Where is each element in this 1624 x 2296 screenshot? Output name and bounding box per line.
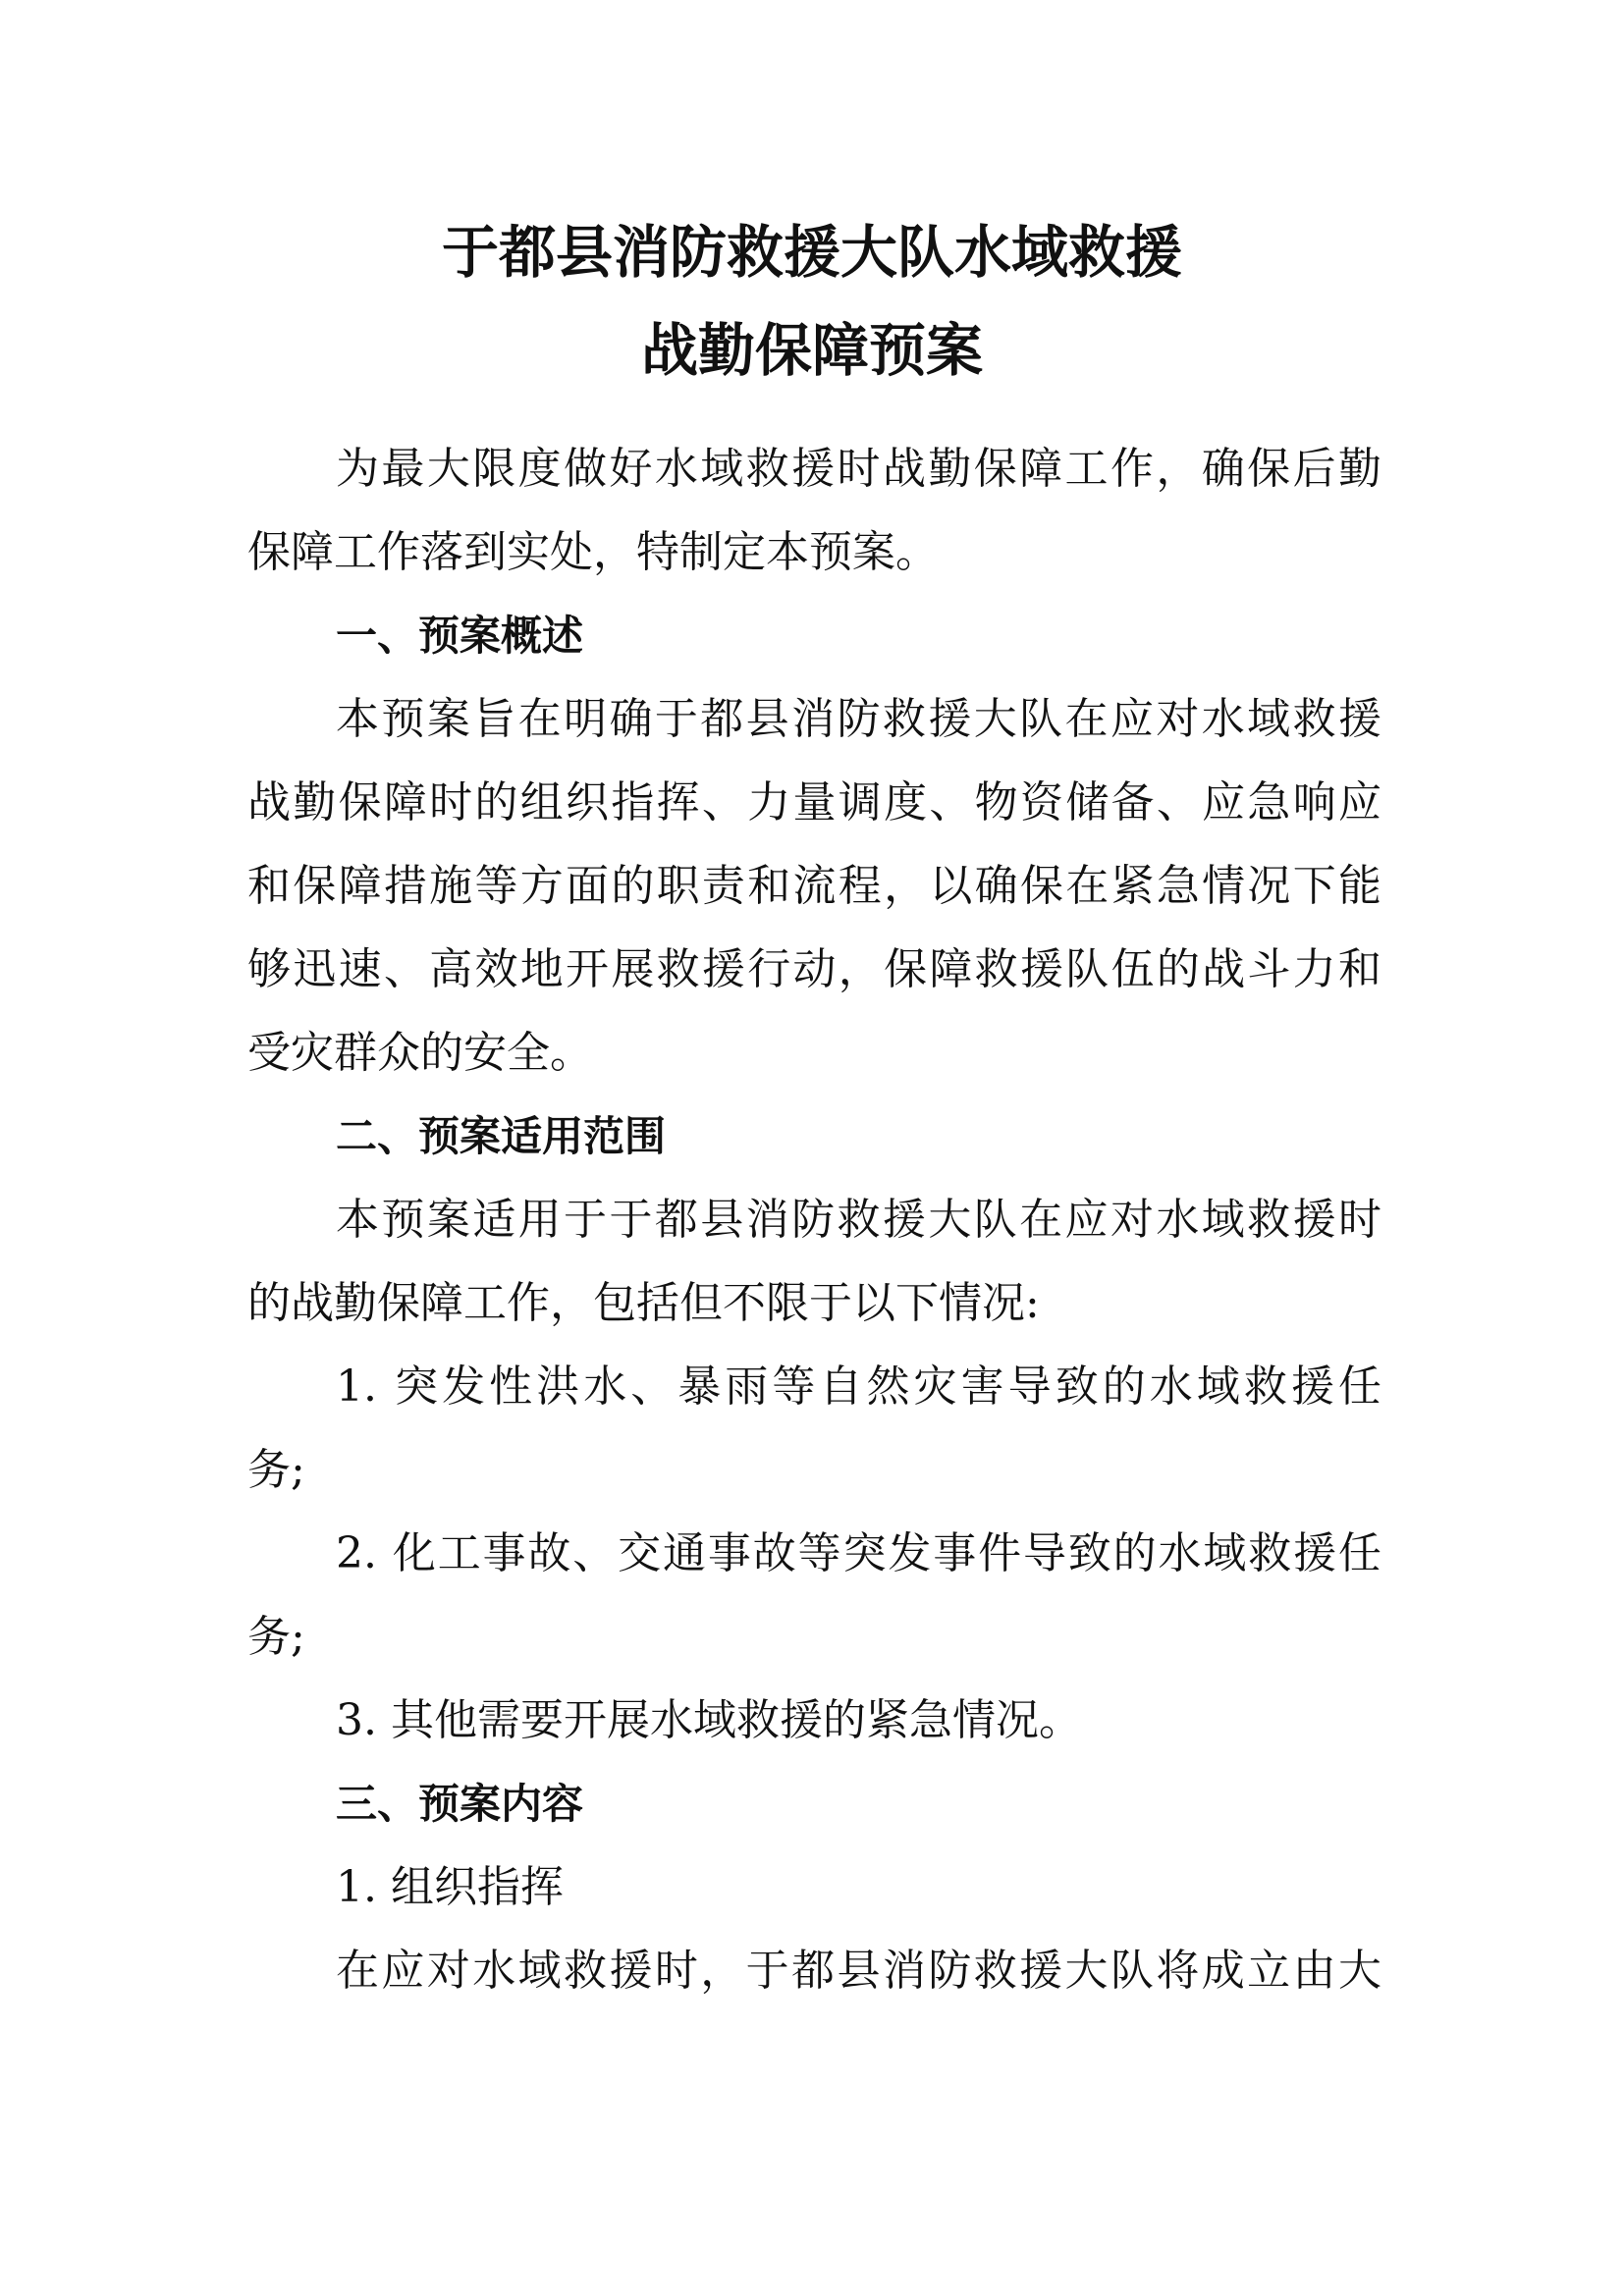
command-paragraph-line-1: 在应对水域救援时，于都县消防救援大队将成立由大 [336,1946,1381,1996]
intro-paragraph-line-1: 为最大限度做好水域救援时战勤保障工作，确保后勤 [336,444,1381,494]
overview-paragraph-line-1: 本预案旨在明确于都县消防救援大队在应对水域救援 [336,694,1381,744]
scope-item-2-line-2: 务; [247,1612,305,1662]
intro-paragraph-line-2: 保障工作落到实处，特制定本预案。 [247,527,939,577]
section-heading-overview: 一、预案概述 [336,612,584,660]
scope-item-3: 3. 其他需要开展水域救援的紧急情况。 [336,1695,1082,1745]
scope-item-1-line-1: 1. 突发性洪水、暴雨等自然灾害导致的水域救援任 [336,1362,1381,1412]
scope-item-1-line-2: 务; [247,1445,305,1495]
overview-paragraph-line-5: 受灾群众的安全。 [247,1028,593,1078]
document-title-line-2: 战勤保障预案 [640,317,983,384]
scope-item-2-line-1: 2. 化工事故、交通事故等突发事件导致的水域救援任 [336,1528,1381,1578]
overview-paragraph-line-4: 够迅速、高效地开展救援行动，保障救援队伍的战斗力和 [247,944,1381,994]
overview-paragraph-line-3: 和保障措施等方面的职责和流程，以确保在紧急情况下能 [247,861,1381,911]
section-heading-scope: 二、预案适用范围 [336,1112,667,1160]
scope-paragraph-line-2: 的战勤保障工作，包括但不限于以下情况: [247,1278,1040,1328]
document-title-line-1: 于都县消防救援大队水域救援 [441,219,1182,286]
overview-paragraph-line-2: 战勤保障时的组织指挥、力量调度、物资储备、应急响应 [247,777,1381,828]
section-heading-content: 三、预案内容 [336,1780,584,1828]
scope-paragraph-line-1: 本预案适用于于都县消防救援大队在应对水域救援时 [336,1195,1381,1245]
content-subheading-command: 1. 组织指挥 [336,1862,564,1912]
